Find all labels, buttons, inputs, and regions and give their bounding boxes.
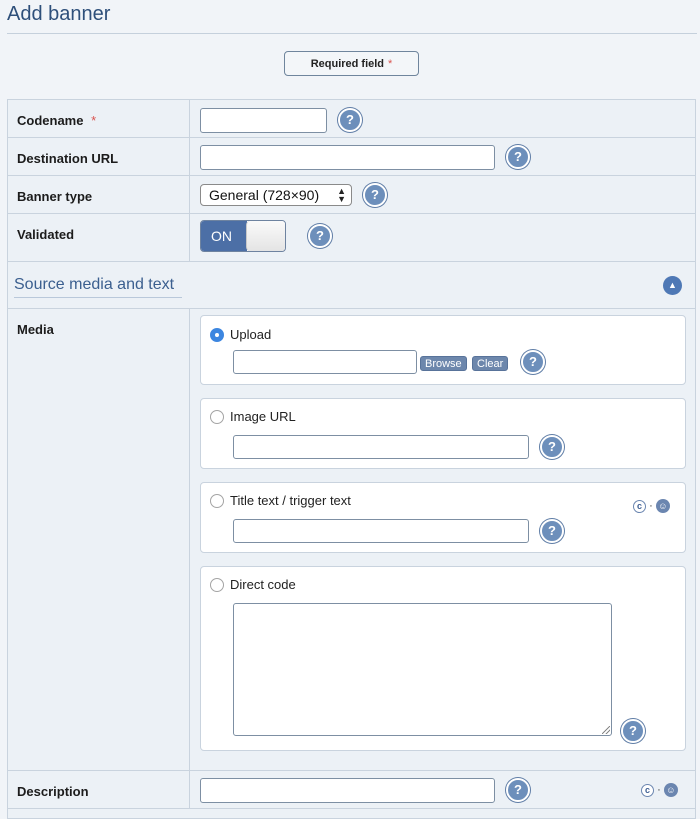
- validated-row: [8, 214, 695, 262]
- section-title[interactable]: Source media and text: [14, 276, 175, 293]
- description-help-icon[interactable]: ?: [506, 778, 530, 802]
- title-divider: [7, 33, 697, 34]
- title-text-input[interactable]: [233, 519, 529, 543]
- upload-label: Upload: [230, 327, 272, 342]
- select-arrows-icon: ▲ ▼: [337, 186, 346, 204]
- destination-url-field-cell: [190, 138, 695, 175]
- toggle-knob: [246, 221, 286, 251]
- codename-input[interactable]: [200, 108, 327, 133]
- banner-form: [7, 99, 696, 819]
- direct-code-help-icon[interactable]: ?: [621, 719, 645, 743]
- banner-type-label: Banner type: [8, 176, 190, 213]
- upload-radio[interactable]: [210, 328, 224, 342]
- direct-code-textarea[interactable]: [233, 603, 612, 736]
- codename-row: [8, 100, 695, 138]
- media-row: [8, 309, 695, 771]
- codename-field-cell: [190, 100, 695, 137]
- image-url-radio[interactable]: [210, 410, 224, 424]
- smiley-icon[interactable]: ☺: [656, 499, 670, 513]
- media-field-cell: [190, 309, 695, 770]
- destination-url-input[interactable]: [200, 145, 495, 170]
- codename-required-star: *: [91, 113, 97, 128]
- required-field-label: Required field: [310, 57, 385, 70]
- direct-code-radio[interactable]: [210, 578, 224, 592]
- validated-label: Validated: [8, 214, 190, 261]
- banner-type-select[interactable]: [200, 184, 352, 206]
- browse-button[interactable]: Browse: [420, 356, 467, 371]
- codename-help-icon[interactable]: ?: [338, 108, 362, 132]
- title-text-help-icon[interactable]: ?: [540, 519, 564, 543]
- destination-url-label: Destination URL: [8, 138, 190, 175]
- description-macro-c-icon[interactable]: c: [641, 784, 654, 797]
- collapse-up-icon[interactable]: ▲: [663, 276, 682, 295]
- banner-type-selected: General (728×90): [209, 187, 320, 203]
- direct-code-label: Direct code: [230, 577, 296, 592]
- direct-code-option: [200, 566, 686, 751]
- required-star: *: [388, 57, 393, 70]
- destination-url-row: [8, 138, 695, 176]
- destination-url-help-icon[interactable]: ?: [506, 145, 530, 169]
- banner-type-field-cell: [190, 176, 695, 213]
- description-row: [8, 771, 695, 809]
- validated-field-cell: [190, 214, 695, 261]
- macro-icons: [633, 499, 670, 513]
- media-label: Media: [8, 309, 190, 770]
- banner-type-row: [8, 176, 695, 214]
- macro-c-icon[interactable]: c: [633, 500, 646, 513]
- description-smiley-icon[interactable]: ☺: [664, 783, 678, 797]
- section-title-underline: [14, 297, 182, 298]
- image-url-help-icon[interactable]: ?: [540, 435, 564, 459]
- resize-handle[interactable]: [602, 726, 610, 734]
- title-text-option: [200, 482, 686, 553]
- page-title: Add banner: [7, 3, 111, 25]
- description-macro-dot: ·: [657, 784, 661, 796]
- description-macro-icons: [641, 783, 678, 797]
- image-url-option: [200, 398, 686, 469]
- validated-help-icon[interactable]: ?: [308, 224, 332, 248]
- description-label: Description: [8, 771, 190, 808]
- description-input[interactable]: [200, 778, 495, 803]
- toggle-on-label: ON: [201, 221, 247, 251]
- title-text-radio[interactable]: [210, 494, 224, 508]
- codename-label: [8, 100, 190, 137]
- title-text-label: Title text / trigger text: [230, 493, 351, 508]
- banner-type-help-icon[interactable]: ?: [363, 183, 387, 207]
- upload-help-icon[interactable]: ?: [521, 350, 545, 374]
- image-url-label: Image URL: [230, 409, 296, 424]
- clear-button[interactable]: Clear: [472, 356, 508, 371]
- validated-toggle[interactable]: [200, 220, 286, 252]
- upload-option: [200, 315, 686, 385]
- description-field-cell: [190, 771, 695, 808]
- codename-label-text: Codename: [17, 113, 84, 128]
- image-url-input[interactable]: [233, 435, 529, 459]
- macro-dot: ·: [649, 500, 653, 512]
- upload-file-input[interactable]: [233, 350, 417, 374]
- source-media-section-header: [8, 262, 695, 309]
- required-field-note: [284, 51, 419, 76]
